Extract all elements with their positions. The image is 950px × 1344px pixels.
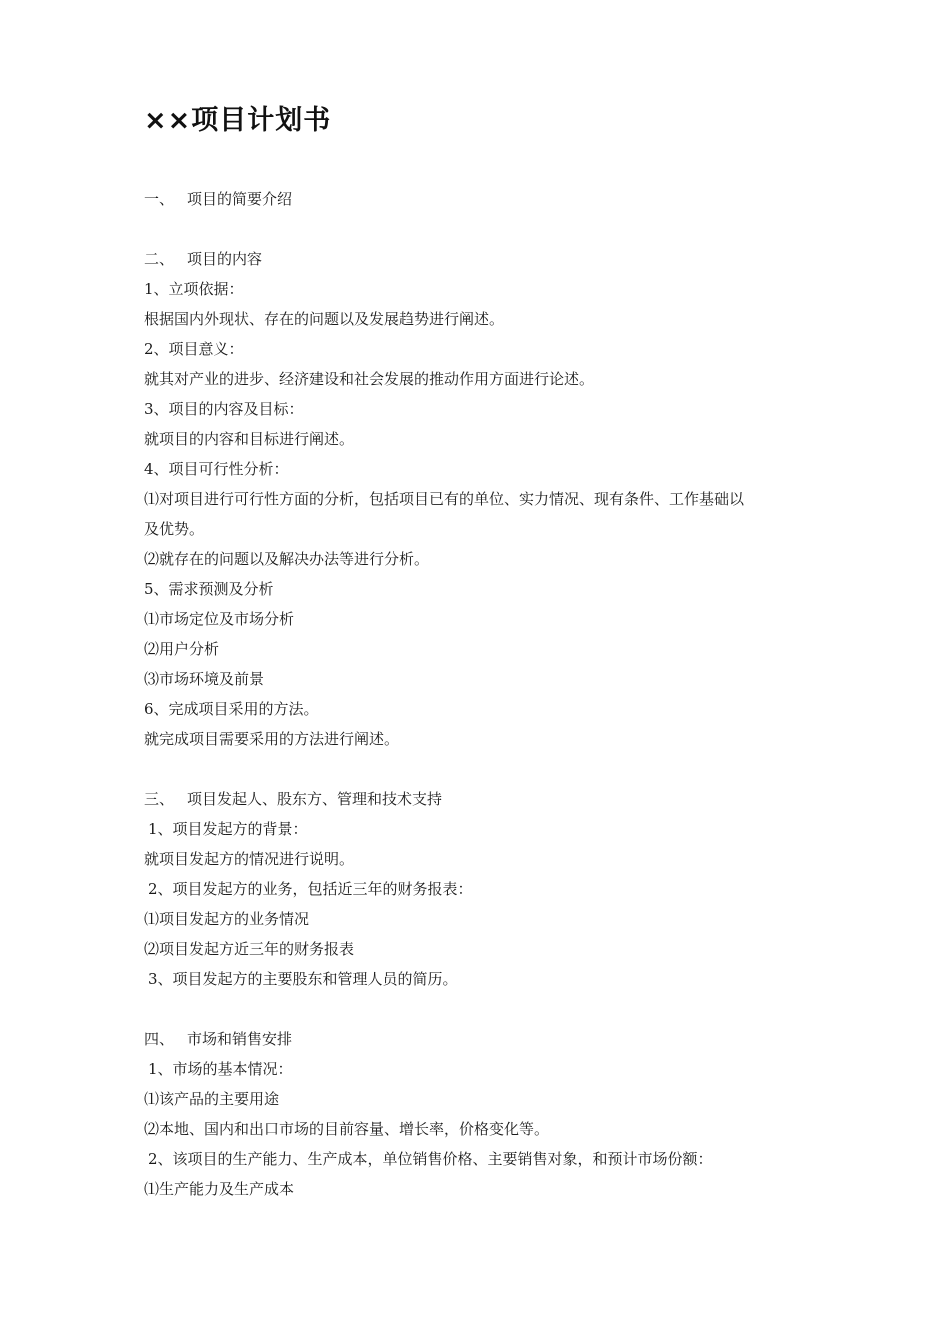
list-item: ⑶市场环境及前景 <box>144 670 265 688</box>
list-item: ⑴该产品的主要用途 <box>144 1090 280 1108</box>
subsection-heading: 2、项目意义： <box>144 340 244 358</box>
subsection-heading: 6、完成项目采用的方法。 <box>144 700 319 718</box>
paragraph-line: ⑴对项目进行可行性方面的分析，包括项目已有的单位、实力情况、现有条件、工作基础以 <box>144 490 745 508</box>
list-item: ⑴市场定位及市场分析 <box>144 610 295 628</box>
section-heading-4 <box>144 1024 824 1054</box>
paragraph-line: 根据国内外现状、存在的问题以及发展趋势进行阐述。 <box>144 310 505 328</box>
section-heading-2 <box>144 244 824 274</box>
spacer <box>144 214 824 244</box>
subsection-heading: 1、市场的基本情况： <box>148 1060 293 1078</box>
list-item: ⑵本地、国内和出口市场的目前容量、增长率，价格变化等。 <box>144 1120 550 1138</box>
paragraph-line: 就项目发起方的情况进行说明。 <box>144 850 355 868</box>
section-number: 四、 <box>144 1030 175 1048</box>
list-item: ⑵用户分析 <box>144 640 220 658</box>
section-heading-3 <box>144 784 824 814</box>
subsection-heading: 2、该项目的生产能力、生产成本，单位销售价格、主要销售对象，和预计市场份额： <box>148 1150 713 1168</box>
section-number: 三、 <box>144 790 175 808</box>
subsection-heading: 4、项目可行性分析： <box>144 460 289 478</box>
section-number: 一、 <box>144 190 175 208</box>
list-item: ⑴生产能力及生产成本 <box>144 1180 295 1198</box>
paragraph-line: 及优势。 <box>144 520 205 538</box>
section-title: 项目发起人、股东方、管理和技术支持 <box>187 790 443 808</box>
section-number: 二、 <box>144 250 175 268</box>
document-body <box>144 184 824 1204</box>
paragraph-line: 就完成项目需要采用的方法进行阐述。 <box>144 730 400 748</box>
subsection-heading: 3、项目的内容及目标： <box>144 400 304 418</box>
section-title: 项目的简要介绍 <box>187 190 293 208</box>
section-heading-1 <box>144 184 824 214</box>
subsection-heading: 2、项目发起方的业务，包括近三年的财务报表： <box>148 880 473 898</box>
document-title: ××项目计划书 <box>144 105 332 136</box>
subsection-heading: 3、项目发起方的主要股东和管理人员的简历。 <box>148 970 458 988</box>
section-title: 项目的内容 <box>187 250 263 268</box>
paragraph-line: 就其对产业的进步、经济建设和社会发展的推动作用方面进行论述。 <box>144 370 595 388</box>
section-title: 市场和销售安排 <box>187 1030 293 1048</box>
subsection-heading: 1、立项依据： <box>144 280 244 298</box>
list-item: ⑴项目发起方的业务情况 <box>144 910 310 928</box>
subsection-heading: 5、需求预测及分析 <box>144 580 274 598</box>
subsection-heading: 1、项目发起方的背景： <box>148 820 308 838</box>
spacer <box>144 994 824 1024</box>
paragraph-line: ⑵就存在的问题以及解决办法等进行分析。 <box>144 550 430 568</box>
paragraph-line: 就项目的内容和目标进行阐述。 <box>144 430 355 448</box>
list-item: ⑵项目发起方近三年的财务报表 <box>144 940 355 958</box>
spacer <box>144 754 824 784</box>
